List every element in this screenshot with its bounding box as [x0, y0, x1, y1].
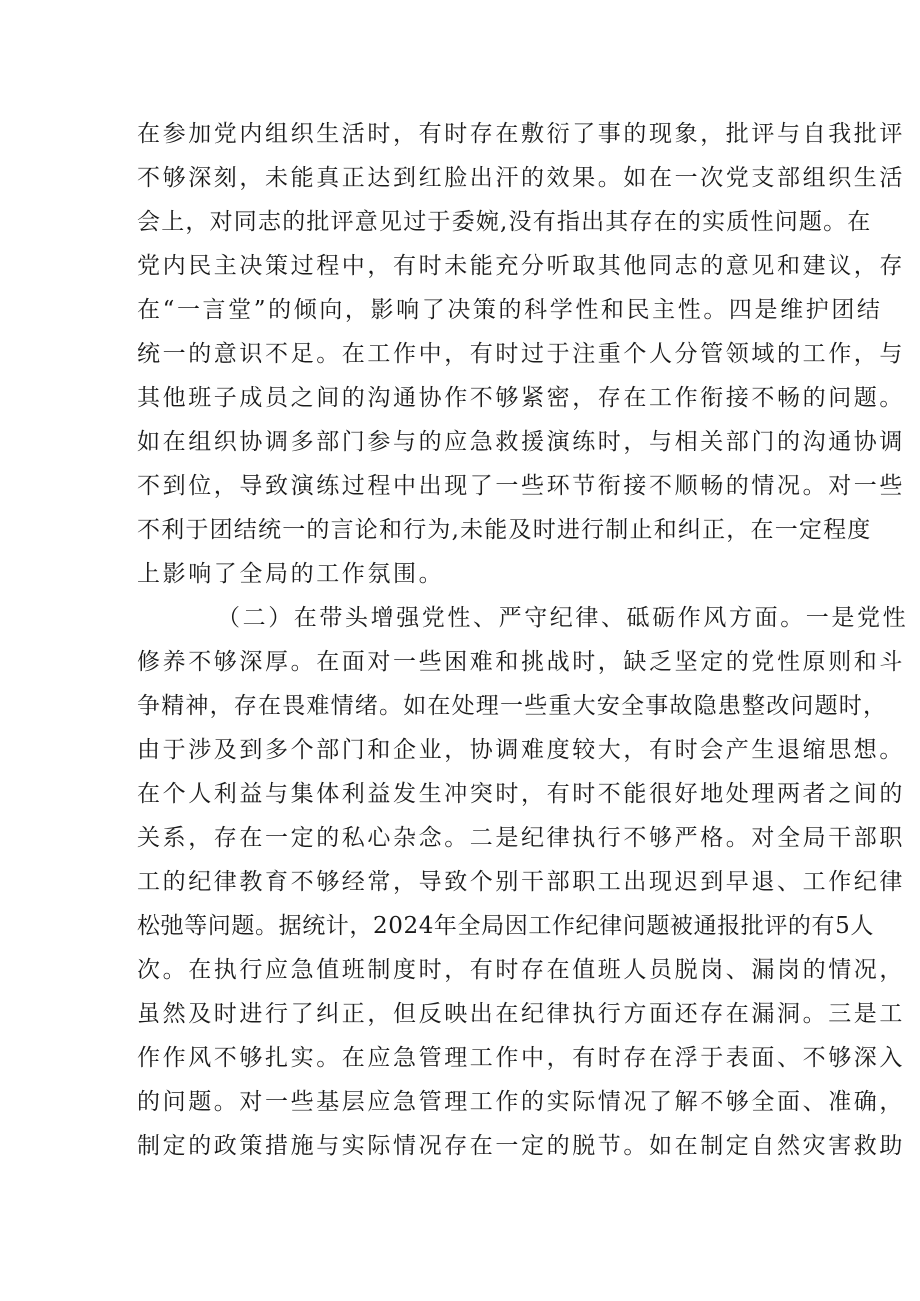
text-line: 松弛等问题。据统计，2024年全局因工作纪律问题被通报批评的有5人: [137, 913, 874, 939]
text-line: 制定的政策措施与实际情况存在一定的脱节。如在制定自然灾害救助: [137, 1133, 905, 1159]
section-heading-line: （二）在带头增强党性、严守纪律、砥砺作风方面。一是党性: [217, 605, 909, 631]
text-line: 在参加党内组织生活时，有时存在敷衍了事的现象，批评与自我批评: [137, 121, 905, 147]
text-line: 工的纪律教育不够经常，导致个别干部职工出现迟到早退、工作纪律: [137, 869, 905, 895]
text-line: 由于涉及到多个部门和企业，协调难度较大，有时会产生退缩思想。: [137, 737, 905, 763]
text-line: 上影响了全局的工作氛围。: [137, 561, 445, 587]
text-line: 修养不够深厚。在面对一些困难和挑战时，缺乏坚定的党性原则和斗: [137, 649, 905, 675]
text-line: 的问题。对一些基层应急管理工作的实际情况了解不够全面、准确，: [137, 1089, 905, 1115]
text-line: 不利于团结统一的言论和行为,未能及时进行制止和纠正，在一定程度: [137, 517, 872, 543]
text-line: 次。在执行应急值班制度时，有时存在值班人员脱岗、漏岗的情况，: [137, 957, 905, 983]
text-line: 争精神，存在畏难情绪。如在处理一些重大安全事故隐患整改问题时，: [137, 693, 888, 719]
text-line: 关系，存在一定的私心杂念。二是纪律执行不够严格。对全局干部职: [137, 825, 905, 851]
text-line: 不到位，导致演练过程中出现了一些环节衔接不顺畅的情况。对一些: [137, 473, 905, 499]
body-text: [137, 112, 909, 1168]
text-line: 其他班子成员之间的沟通协作不够紧密，存在工作衔接不畅的问题。: [137, 385, 905, 411]
text-line: 在“一言堂”的倾向，影响了决策的科学性和民主性。四是维护团结: [137, 297, 883, 323]
text-line: 如在组织协调多部门参与的应急救援演练时，与相关部门的沟通协调: [137, 429, 905, 455]
text-line: 作作风不够扎实。在应急管理工作中，有时存在浮于表面、不够深入: [137, 1045, 905, 1071]
text-line: 党内民主决策过程中，有时未能充分听取其他同志的意见和建议，存: [137, 253, 905, 279]
text-line: 不够深刻，未能真正达到红脸出汗的效果。如在一次党支部组织生活: [137, 165, 905, 191]
text-line: 在个人利益与集体利益发生冲突时，有时不能很好地处理两者之间的: [137, 781, 905, 807]
text-line: 会上，对同志的批评意见过于委婉,没有指出其存在的实质性问题。在: [137, 209, 872, 235]
text-line: 虽然及时进行了纠正，但反映出在纪律执行方面还存在漏洞。三是工: [137, 1001, 905, 1027]
text-line: 统一的意识不足。在工作中，有时过于注重个人分管领域的工作，与: [137, 341, 905, 367]
